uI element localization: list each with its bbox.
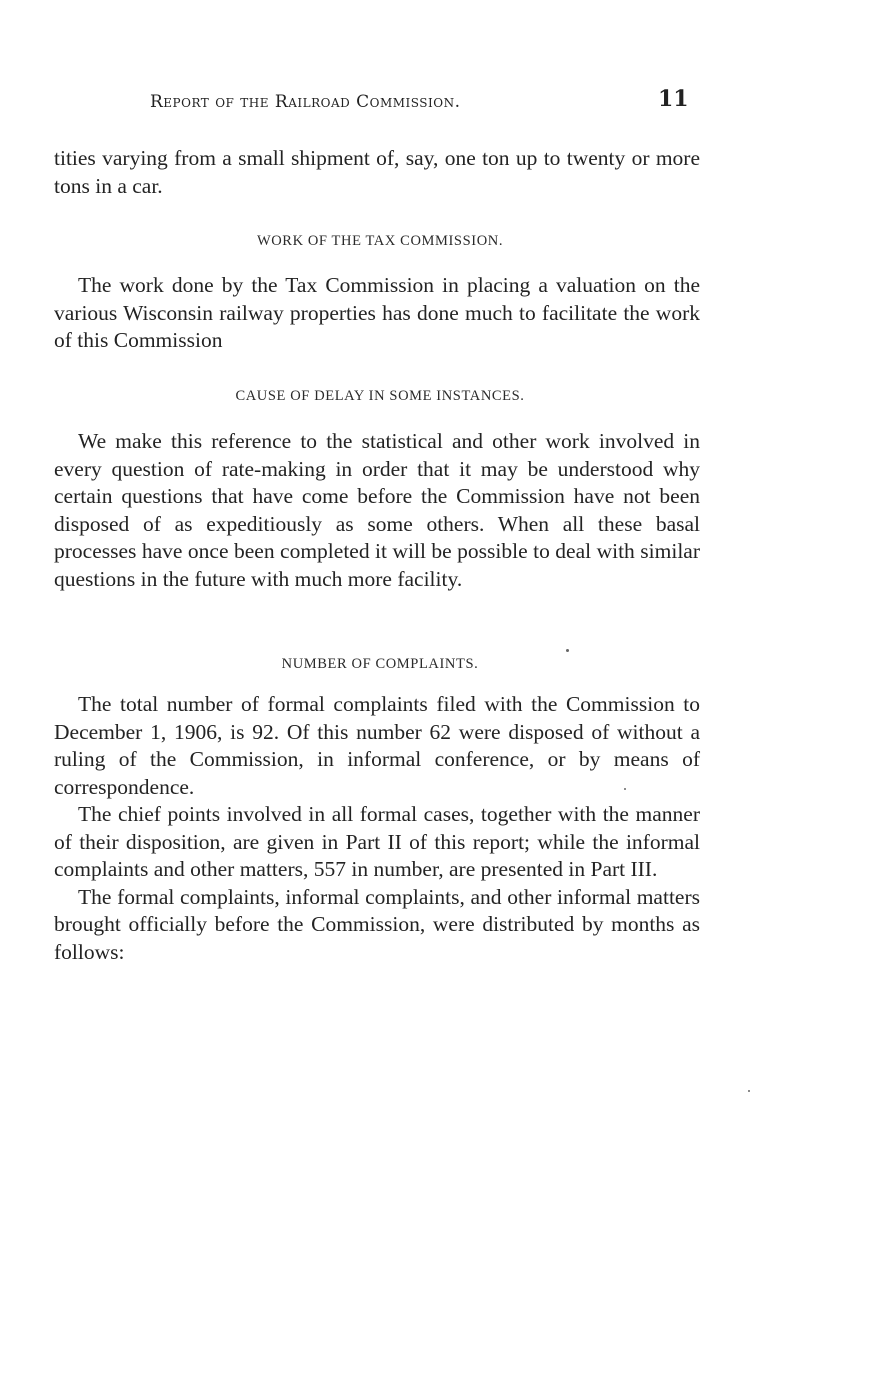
paragraph: The work done by the Tax Commission in placing a valuation on the various Wisconsin railway properties has done much to facilitate the work of this Commission	[54, 273, 700, 352]
print-speck	[624, 788, 626, 790]
section-heading-tax-commission: WORK OF THE TAX COMMISSION.	[256, 233, 504, 249]
section-cause-of-delay	[54, 428, 700, 593]
section-heading-cause-of-delay: CAUSE OF DELAY IN SOME INSTANCES.	[235, 388, 525, 404]
paragraph: The total number of formal complaints filed with the Commission to December 1, 1906, is 92. Of this number 62 were disposed of without a ruling of the Commission, in informal conference, or by means of correspondence.	[54, 692, 700, 799]
print-speck	[566, 649, 569, 652]
paragraph: We make this reference to the statistical and other work involved in every question of rate-making in order that it may be understood why certain questions that have come before the Commission have not been disposed of as expeditiously as some others. When all these basal processes have once been completed it will be possible to deal with similar questions in the future with much more facility.	[54, 429, 700, 591]
paragraph: The formal complaints, informal complaints, and other informal matters brought officially before the Commission, were distributed by months as follows:	[54, 884, 700, 964]
page-number: 11	[658, 86, 689, 112]
continued-paragraph-block	[54, 145, 700, 200]
section-heading-number-of-complaints: NUMBER OF COMPLAINTS.	[281, 656, 479, 672]
paragraph: The chief points involved in all formal cases, together with the manner of their disposition, are given in Part II of this report; while the informal complaints and other matters, 557 in number, are presented in Part III.	[54, 802, 700, 881]
running-head: Report of the Railroad Commission.	[150, 92, 461, 112]
continued-paragraph: tities varying from a small shipment of, say, one ton up to twenty or more tons in a car.	[54, 146, 700, 198]
section-number-of-complaints	[54, 691, 700, 966]
section-tax-commission	[54, 272, 700, 355]
print-speck	[748, 1090, 750, 1092]
